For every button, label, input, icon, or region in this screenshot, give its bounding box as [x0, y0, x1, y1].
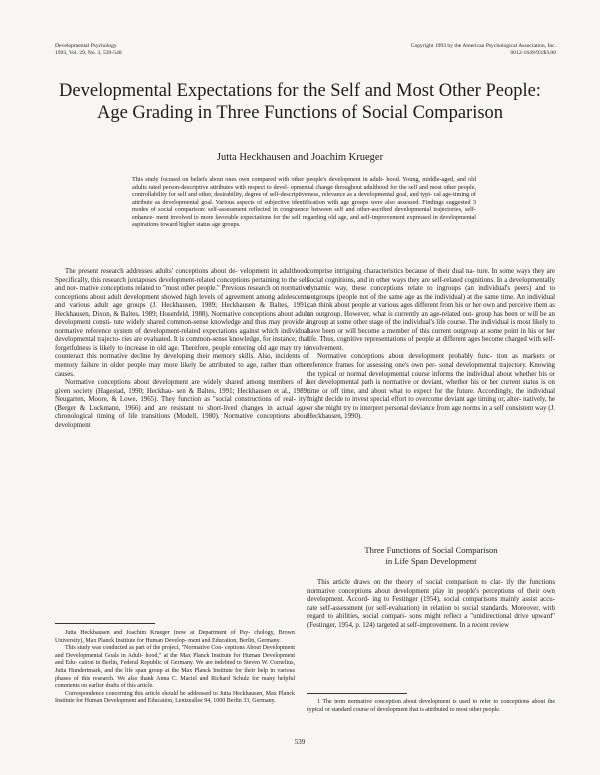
- copyright-text: Copyright 1993 by the American Psychological Association, Inc.: [410, 43, 556, 49]
- footnote: Jutta Heckhausen and Joachim Krueger (now at Department of Psy- chology, Brown University), Max Planck Institute for Human Develop- ment and Education, Berlin, Germany.: [55, 630, 295, 644]
- issn-text: 0012-1649/93/$3.00: [510, 50, 556, 56]
- author-note: [55, 630, 295, 706]
- paragraph: This article draws on the theory of social comparison to clar- ify the functions normative conceptions about development play in people's perceptions of their own development. Accord- ing to Festinger (1954), social comparisons mainly assist accu- rate self-assessment (or self-evaluation) in relation to social standards. Moreover, with regard to abilities, social compari- sons might reflect a "unidirectional drive upward" (Festinger, 1954, p. 124) targeted at self-improvement. In a recent review: [307, 579, 555, 629]
- footnote-right: [307, 699, 555, 714]
- left-column: [55, 268, 309, 430]
- journal-volume: 1993, Vol. 29, No. 3, 539-548: [55, 50, 122, 56]
- abstract: This study focused on beliefs about ones own compared with other people's development in adult- hood. Young, middle-aged, and old adults rated person-descriptive attributes with respect to devel- opmental change throughout adulthood for the self and most other people, controllability for self and other, desirability, degree of self-descriptiveness, relevance as a developmental goal, and typi- cal age-timing of attribute as developmental goal. Various aspects of subjective identification with age groups were also assessed. Findings suggested 3 modes of social comparison: self-assessment reflected in congruence between self and other-ascribed developmental trajectories, self-enhance- ment involved to more favorable expectations for the self regarding old age, and self-improvement expressed in developmental aspirations toward higher status age groups.: [132, 176, 476, 228]
- footnote-divider: [55, 623, 155, 624]
- paragraph: Normative conceptions about development probably func- tion as markers or reference frames for assessing one's own per- sonal developmental trajectory. Knowing the typical or normal developmental course informs the individual about whether his or her developmental path is normative or deviant, whether his or her current status is on time or off time, and about what to expect for the future. Accordingly, the individual might decide to invest special effort to overcome deviant age timing or, alter- natively, he or she might try to interpret personal deviance from age norms in a self consistent way (J. Heckhausen, 1990).: [307, 353, 555, 421]
- title-line-1: Developmental Expectations for the Self and Most Other People:: [59, 81, 541, 101]
- paragraph: Normative conceptions about development are widely shared among members of a given society (Hagestad, 1990; Heckhau- sen & Baltes, 1991; Heckhausen et al., 1989; Neugarten, Moore, & Lowe, 1965). They function as "social constructions of real- ity" (Berger & Luckmann, 1966) and are resistant to short-lived changes in actual age-chronological timing of life transitions (Modell, 1980). Normative conceptions about development: [55, 379, 309, 429]
- heading-line-2: in Life Span Development: [385, 556, 477, 566]
- section-heading: [307, 545, 555, 567]
- right-column-section: [307, 579, 555, 630]
- footnote: This study was conducted as part of the project, "Normative Con- ceptions About Development and Developmental Goals in Adult- hood," at the Max Planck Institute for Human Development and Edu- cation in Berlin, Federal Republic of Germany. We are indebted to Steven W. Cornelius, Jutta Hundertmark, and the life span group at the Max Planck Institute for their help in various phases of this research. We also thank Anna C. Maciel and Richard Schulz for many helpful comments on earlier drafts of this article.: [55, 645, 295, 690]
- paragraph: comprise intriguing characteristics because of their dual na- ture. In some ways they are social cognitions, and in other ways they are self-related cognitions. In a developmentally dynamic way, these conceptions relate to ingroups (an individual's peers) and to outgroups (people not of the same age as the individual) at the same time. An individual can think about people at various ages different from his or her own and perceive them as an outgroup. However, what is currently an age-related out- group has been or will be an ingroup at some other stage of the individual's life course. The individual is most likely to have been or will become a member of this current outgroup at some point in his or her life. Thus, cognitive representations of people at different ages become charged with self-involvement.: [307, 268, 555, 352]
- copyright-notice: [356, 43, 556, 57]
- journal-name: Developmental Psychology: [55, 43, 117, 49]
- paragraph: The present research addresses adults' conceptions about de- velopment in adulthood. Specifically, this research juxtaposes development-related conceptions pertaining to the self and nor- mative conceptions related to "most other people." Previous research on normative conceptions about adult development showed high levels of agreement among adolescents and various adult age groups (J. Heckhausen, 1989; Heckhausen & Baltes, 1991; Heckhausen, Dixon, & Baltes, 1989; Hosenfeld, 1988). Normative conceptions about adult development consti- tute widely shared common-sense knowledge and thus may provide a normative reference system of development-related expectations against which individual developmental trajecto- ries are evaluated. It is common-sense knowledge, for instance, that forgetfulness is likely to increase in old age. Therefore, people entering old age may try to counteract this normative decline by developing their memory skills. Also, incidents of memory failure in older people may more likely be attributed to age, rather than other causes.: [55, 268, 309, 378]
- footnote-divider-right: [307, 693, 407, 694]
- paper-title: [40, 80, 560, 124]
- page-number: 539: [294, 738, 306, 746]
- footnote: 1 The term normative conception about development is used to refer to conceptions about the typical or standard course of development that is attributed to most other people.: [307, 699, 555, 713]
- title-line-2: Age Grading in Three Functions of Social Comparison: [96, 103, 504, 123]
- heading-line-1: Three Functions of Social Comparison: [364, 545, 498, 555]
- journal-citation: [55, 43, 205, 57]
- footnote: Correspondence concerning this article should be addressed to Jutta Heckhausen, Max Planck Institute for Human Development and Education, Lentzeallee 94, 1000 Berlin 33, Germany.: [55, 690, 295, 705]
- right-column: [307, 268, 555, 422]
- authors: Jutta Heckhausen and Joachim Krueger: [216, 152, 384, 163]
